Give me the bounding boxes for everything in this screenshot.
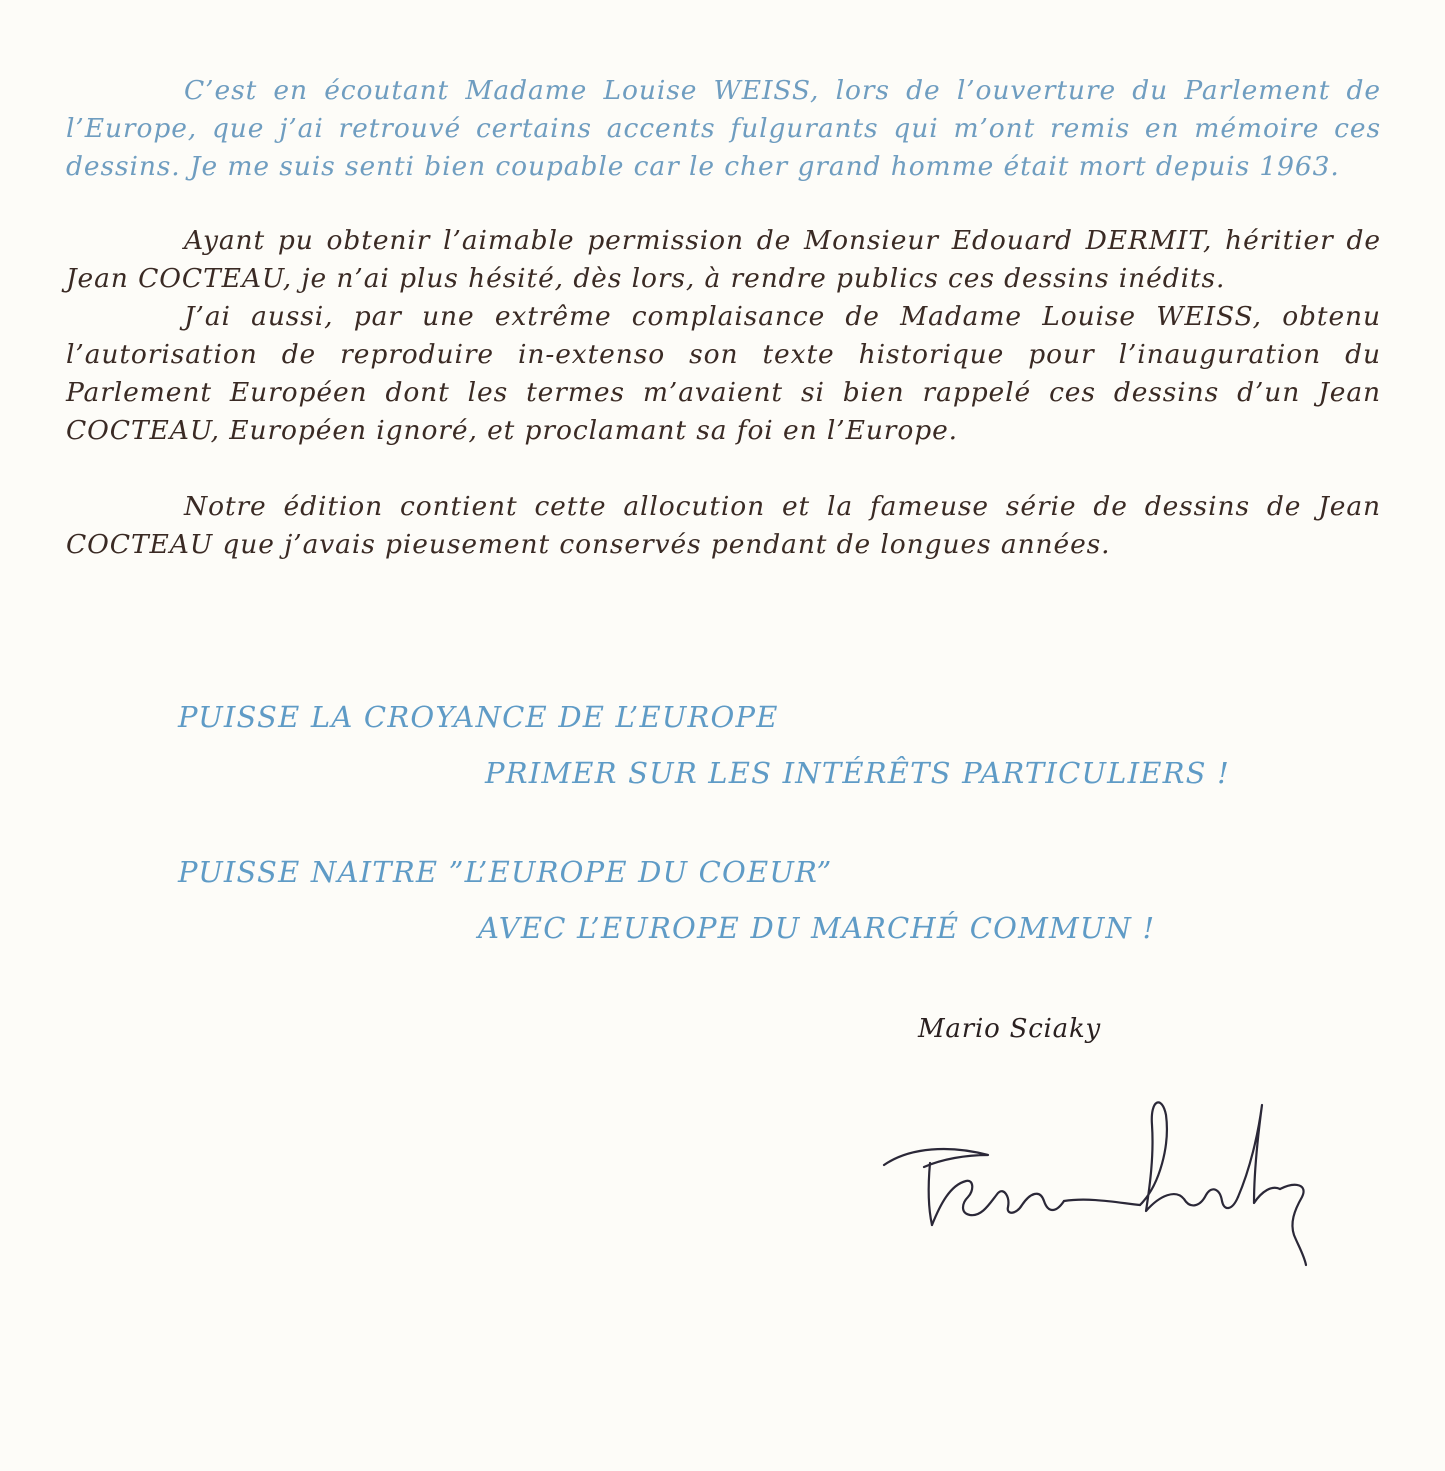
paragraph-intro: C’est en écoutant Madame Louise WEISS, lors de l’ouverture du Parlement de l’Europe, que j’ai retrouvé certains accents fulgurants qui m’ont remis en mémoire ces dessins. Je me suis senti bien coupable car le cher grand homme était mort depuis 1963. (66, 75, 1381, 182)
paragraph-authorisation: J’ai aussi, par une extrême complaisance de Madame Louise WEISS, obtenu l’autorisation de reproduire in-extenso son texte historique pour l’inauguration du Parlement Européen dont les termes m’avaient si bien rappelé ces dessins d’un Jean COCTEAU, Européen ignoré, et proclamant sa foi en l’Europe. (66, 301, 1381, 446)
slogan-line-1: PUISSE LA CROYANCE DE L’EUROPE (178, 700, 779, 734)
author-name: Mario Sciaky (918, 1014, 1102, 1044)
handwritten-signature (870, 1085, 1330, 1270)
slogan-line-3: PUISSE NAITRE ”L’EUROPE DU COEUR” (178, 855, 833, 889)
paragraph-edition: Notre édition contient cette allocution et la fameuse série de dessins de Jean COCTEAU que j’avais pieusement conservés pendant de longues années. (66, 491, 1381, 560)
slogan-line-4: AVEC L’EUROPE DU MARCHÉ COMMUN ! (478, 911, 1156, 945)
slogan-line-2: PRIMER SUR LES INTÉRÊTS PARTICULIERS ! (485, 756, 1230, 790)
paragraph-permission: Ayant pu obtenir l’aimable permission de Monsieur Edouard DERMIT, héritier de Jean COCTEAU, je n’ai plus hésité, dès lors, à rendre publics ces dessins inédits. (66, 225, 1381, 294)
